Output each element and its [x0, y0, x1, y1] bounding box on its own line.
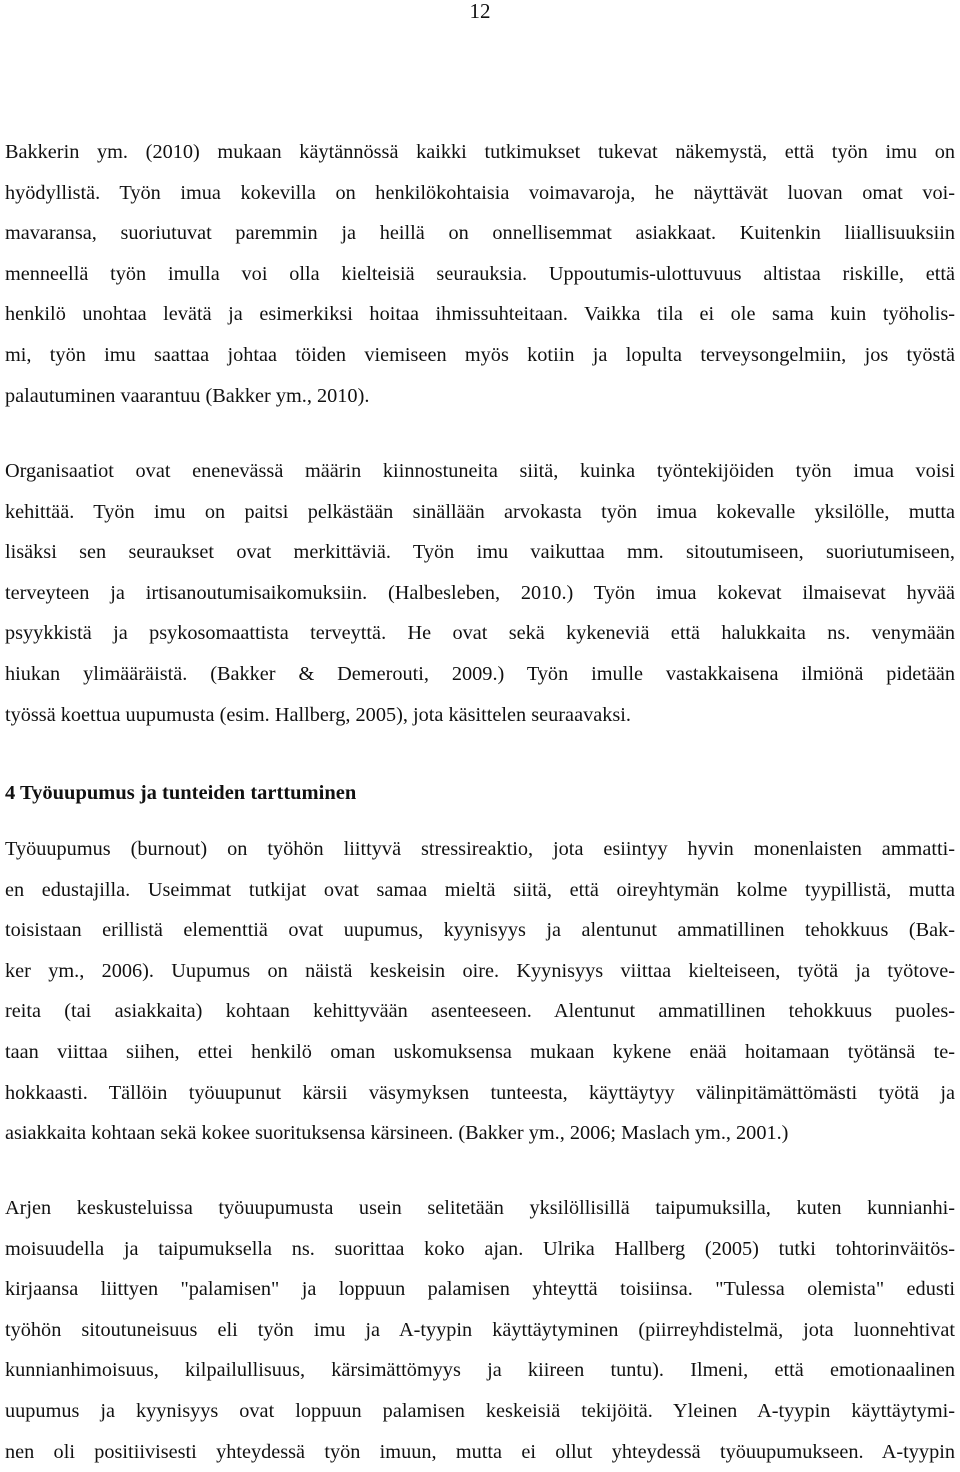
text-line: asiakkaita kohtaan sekä kokee suorituksensa kärsineen. (Bakker ym., 2006; Maslach ym., 2001.): [5, 1122, 789, 1145]
text-line: terveyteen ja irtisanoutumisaikomuksiin. (Halbesleben, 2010.) Työn imua kokevat ilmaisevat hyvää: [5, 581, 955, 604]
text-line: kunnianhimoisuus, kilpailullisuus, kärsimättömyys ja kiireen tuntu). Ilmeni, että emotionaalinen: [5, 1359, 955, 1382]
paragraph-work-engagement-benefits: [5, 132, 955, 416]
text-line: moisuudella ja taipumuksella ns. suorittaa koko ajan. Ulrika Hallberg (2005) tutki tohtorinväitös-: [5, 1237, 955, 1260]
text-line: palautuminen vaarantuu (Bakker ym., 2010).: [5, 384, 370, 407]
text-line: uupumus ja kyynisyys ovat loppuun palamisen keskeisiä tekijöitä. Yleinen A-tyypin käyttäytymi-: [5, 1399, 955, 1422]
text-line: psyykkistä ja psykosomaattista terveyttä. He ovat sekä kykeneviä että halukkaita ns. venymään: [5, 622, 955, 645]
text-line: menneellä työn imulla voi olla kielteisiä seurauksia. Uppoutumis-ulottuvuus altistaa riskille, että: [5, 262, 955, 285]
text-line: Työuupumus (burnout) on työhön liittyvä stressireaktio, jota esiintyy hyvin monenlaisten ammatti-: [5, 838, 955, 860]
paragraph-organisations-interest: [5, 451, 955, 735]
text-line: hyödyllistä. Työn imua kokevilla on henkilökohtaisia voimavaroja, he näyttävät luovan omat voi-: [5, 181, 955, 204]
text-line: työssä koettua uupumusta (esim. Hallberg, 2005), jota käsittelen seuraavaksi.: [5, 703, 631, 726]
text-line: mavaransa, suoriutuvat paremmin ja heillä on onnellisemmat asiakkaat. Kuitenkin liiallisuuksiin: [5, 222, 955, 245]
text-line: kirjaansa liittyen "palamisen" ja loppuun palamisen yhteyttä toisiinsa. "Tulessa olemista" edusti: [5, 1278, 955, 1301]
text-line: nen oli positiivisesti yhteydessä työn imuun, mutta ei ollut yhteydessä työuupumukseen. A-tyypin: [5, 1440, 955, 1463]
text-line: en edustajilla. Useimmat tutkijat ovat samaa mieltä siitä, että oireyhtymän kolme tyypillistä, mutta: [5, 878, 955, 901]
text-line: Arjen keskusteluissa työuupumusta usein selitetään yksilöllisillä taipumuksilla, kuten kunnianhi-: [5, 1197, 955, 1219]
text-line: toisistaan erillistä elementtiä ovat uupumus, kyynisyys ja alentunut ammatillinen tehokkuus (Bak-: [5, 919, 955, 942]
page-number: 12: [469, 0, 491, 23]
text-line: kehittää. Työn imu on paitsi pelkästään sinällään arvokasta työn imua kokevalle yksilölle, mutta: [5, 500, 955, 523]
text-line: mi, työn imu saattaa johtaa töiden viemiseen myös kotiin ja lopulta terveysongelmiin, jos työstä: [5, 343, 955, 366]
text-line: reita (tai asiakkaita) kohtaan kehittyvään asenteeseen. Alentunut ammatillinen tehokkuus puoles-: [5, 1000, 955, 1023]
text-line: lisäksi sen seuraukset ovat merkittäviä. Työn imu vaikuttaa mm. sitoutumiseen, suoriutumiseen,: [5, 541, 955, 564]
text-line: Bakkerin ym. (2010) mukaan käytännössä kaikki tutkimukset tukevat näkemystä, että työn imu on: [5, 141, 955, 163]
text-line: henkilö unohtaa levätä ja esimerkiksi hoitaa ihmissuhteitaan. Vaikka tila ei ole sama kuin työholis-: [5, 303, 955, 326]
text-line: Organisaatiot ovat enenevässä määrin kiinnostuneita siitä, kuinka työntekijöiden työn imua voisi: [5, 460, 955, 482]
text-line: hiukan ylimääräistä. (Bakker & Demerouti, 2009.) Työn imulle vastakkaisena ilmiönä pidetään: [5, 662, 955, 685]
text-line: hokkaasti. Tällöin työuupunut kärsii väsymyksen tunteesta, käyttäytyy välinpitämättömästi työtä ja: [5, 1081, 955, 1104]
text-line: työhön sitoutuneisuus eli työn imu ja A-tyypin käyttäytyminen (piirreyhdistelmä, jota luonnehtivat: [5, 1318, 955, 1341]
text-line: ker ym., 2006). Uupumus on näistä keskeisin oire. Kyynisyys viittaa kielteiseen, työtä ja työtove-: [5, 959, 955, 982]
text-line: taan viittaa siihen, ettei henkilö oman uskomuksensa mukaan kykene enää hoitamaan työtänsä te-: [5, 1040, 955, 1063]
paragraph-burnout-definition: [5, 829, 955, 1154]
section-heading: 4 Työuupumus ja tunteiden tarttuminen: [5, 782, 357, 804]
paragraph-everyday-discussions: [5, 1188, 955, 1472]
